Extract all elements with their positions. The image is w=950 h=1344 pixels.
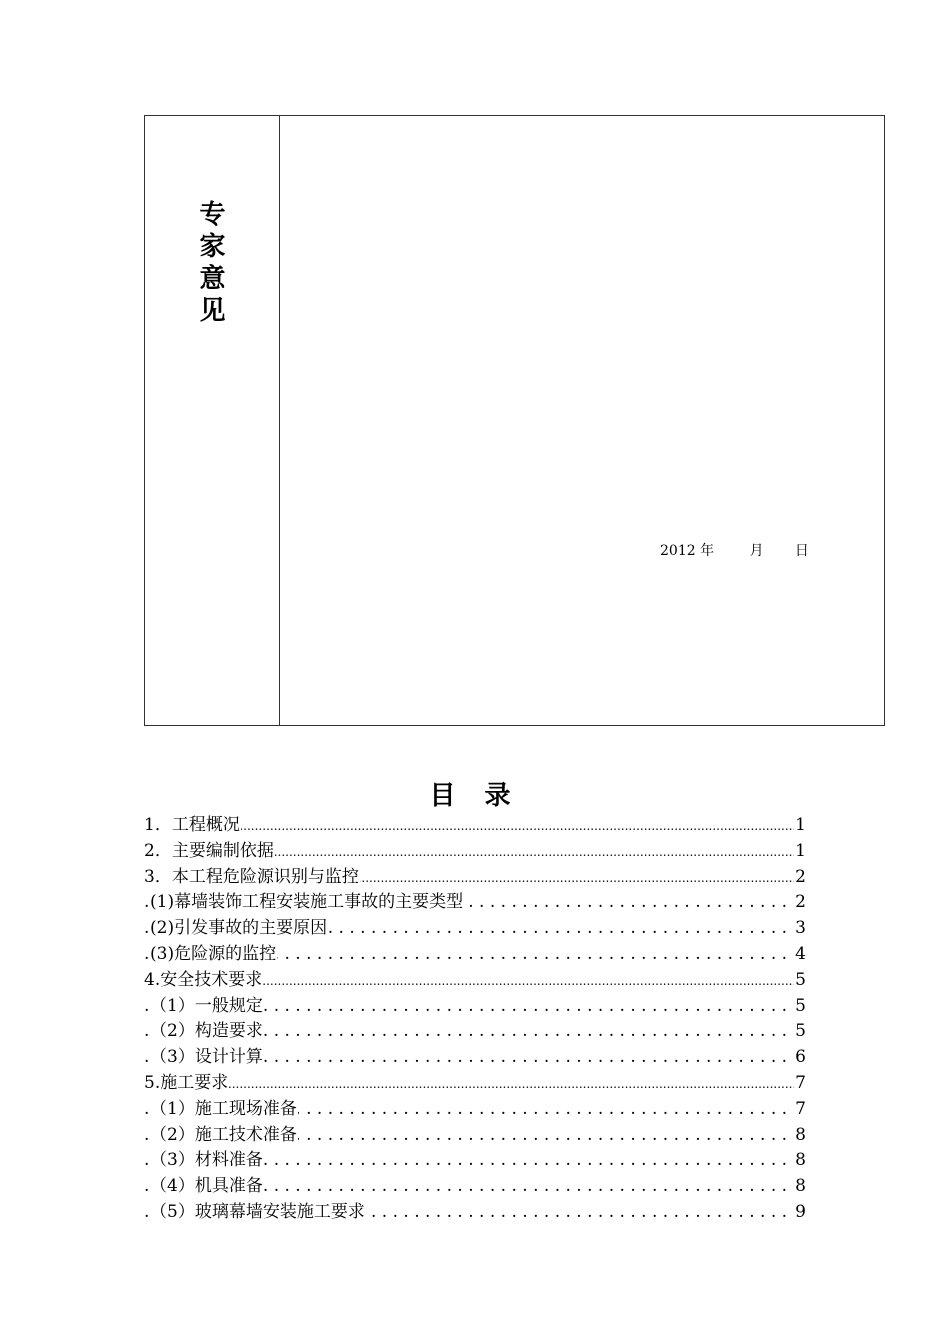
label-char: 见 (199, 296, 226, 326)
toc-item-label: （2）施工技术准备 (150, 1124, 297, 1145)
toc-item-label: （3）材料准备 (150, 1150, 263, 1171)
toc-item[interactable] (144, 942, 806, 968)
toc-item-page: 9 (794, 1200, 806, 1226)
label-char: 专 (199, 200, 226, 230)
toc-item[interactable] (144, 916, 806, 942)
toc-item-label: 4.安全技术要求 (144, 969, 263, 990)
toc-item-label: (2)引发事故的主要原因 (150, 918, 328, 939)
toc-item[interactable] (144, 1174, 806, 1200)
toc-list (144, 813, 806, 1226)
toc-item[interactable] (144, 1097, 806, 1123)
toc-item[interactable] (144, 994, 806, 1020)
toc-item-label: 2．主要编制依据 (144, 840, 274, 861)
toc-item-page: 4 (794, 942, 806, 968)
toc-item[interactable] (144, 1123, 806, 1149)
toc-item-page: 7 (794, 1097, 806, 1123)
toc-item-label: 3．本工程危险源识别与监控 (144, 866, 359, 887)
toc-item-label: (3)危险源的监控 (150, 943, 277, 964)
toc-item[interactable] (144, 865, 806, 891)
expert-opinion-label (145, 199, 280, 327)
toc-item-label: （2）构造要求 (150, 1021, 263, 1042)
toc-item[interactable] (144, 1071, 806, 1097)
toc-item-label: 5.施工要求 (144, 1072, 229, 1093)
toc-item-page: 2 (794, 865, 806, 891)
toc-item-page: 5 (794, 1019, 806, 1045)
toc-item-label: （1）一般规定 (150, 995, 263, 1016)
expert-opinion-table (144, 115, 885, 726)
toc-item[interactable] (144, 1045, 806, 1071)
toc-item-label: （5）玻璃幕墙安装施工要求 (150, 1201, 365, 1222)
label-char: 意 (199, 264, 226, 294)
toc-item[interactable] (144, 1200, 806, 1226)
toc-item-page: 5 (794, 994, 806, 1020)
toc-item-page: 3 (794, 916, 806, 942)
toc-item[interactable] (144, 839, 806, 865)
toc-item-page: 1 (794, 839, 806, 865)
toc-item-page: 8 (794, 1174, 806, 1200)
toc-item-page: 1 (794, 813, 806, 839)
toc-item-label: 1．工程概况 (144, 815, 240, 835)
toc-item-label: （1）施工现场准备 (150, 1098, 297, 1119)
label-char: 家 (199, 232, 226, 262)
toc-item[interactable] (144, 968, 806, 994)
toc-item[interactable] (144, 1019, 806, 1045)
toc-item[interactable] (144, 813, 806, 839)
toc-item-page: 8 (794, 1148, 806, 1174)
toc-item-page: 8 (794, 1123, 806, 1149)
expert-opinion-label-cell (145, 116, 280, 725)
toc-item-label: (1)幕墙装饰工程安装施工事故的主要类型 (150, 892, 464, 913)
toc-item-label: （3）设计计算 (150, 1047, 263, 1068)
toc-item-page: 6 (794, 1045, 806, 1071)
toc-title: 目 录 (429, 781, 521, 811)
toc-item-page: 2 (794, 890, 806, 916)
toc-item-label: （4）机具准备 (150, 1176, 263, 1197)
toc-item-page: 5 (794, 968, 806, 994)
toc-item-page: 7 (794, 1071, 806, 1097)
toc-item[interactable] (144, 890, 806, 916)
toc-item[interactable] (144, 1148, 806, 1174)
opinion-date: 2012 年 月 日 (660, 543, 809, 559)
